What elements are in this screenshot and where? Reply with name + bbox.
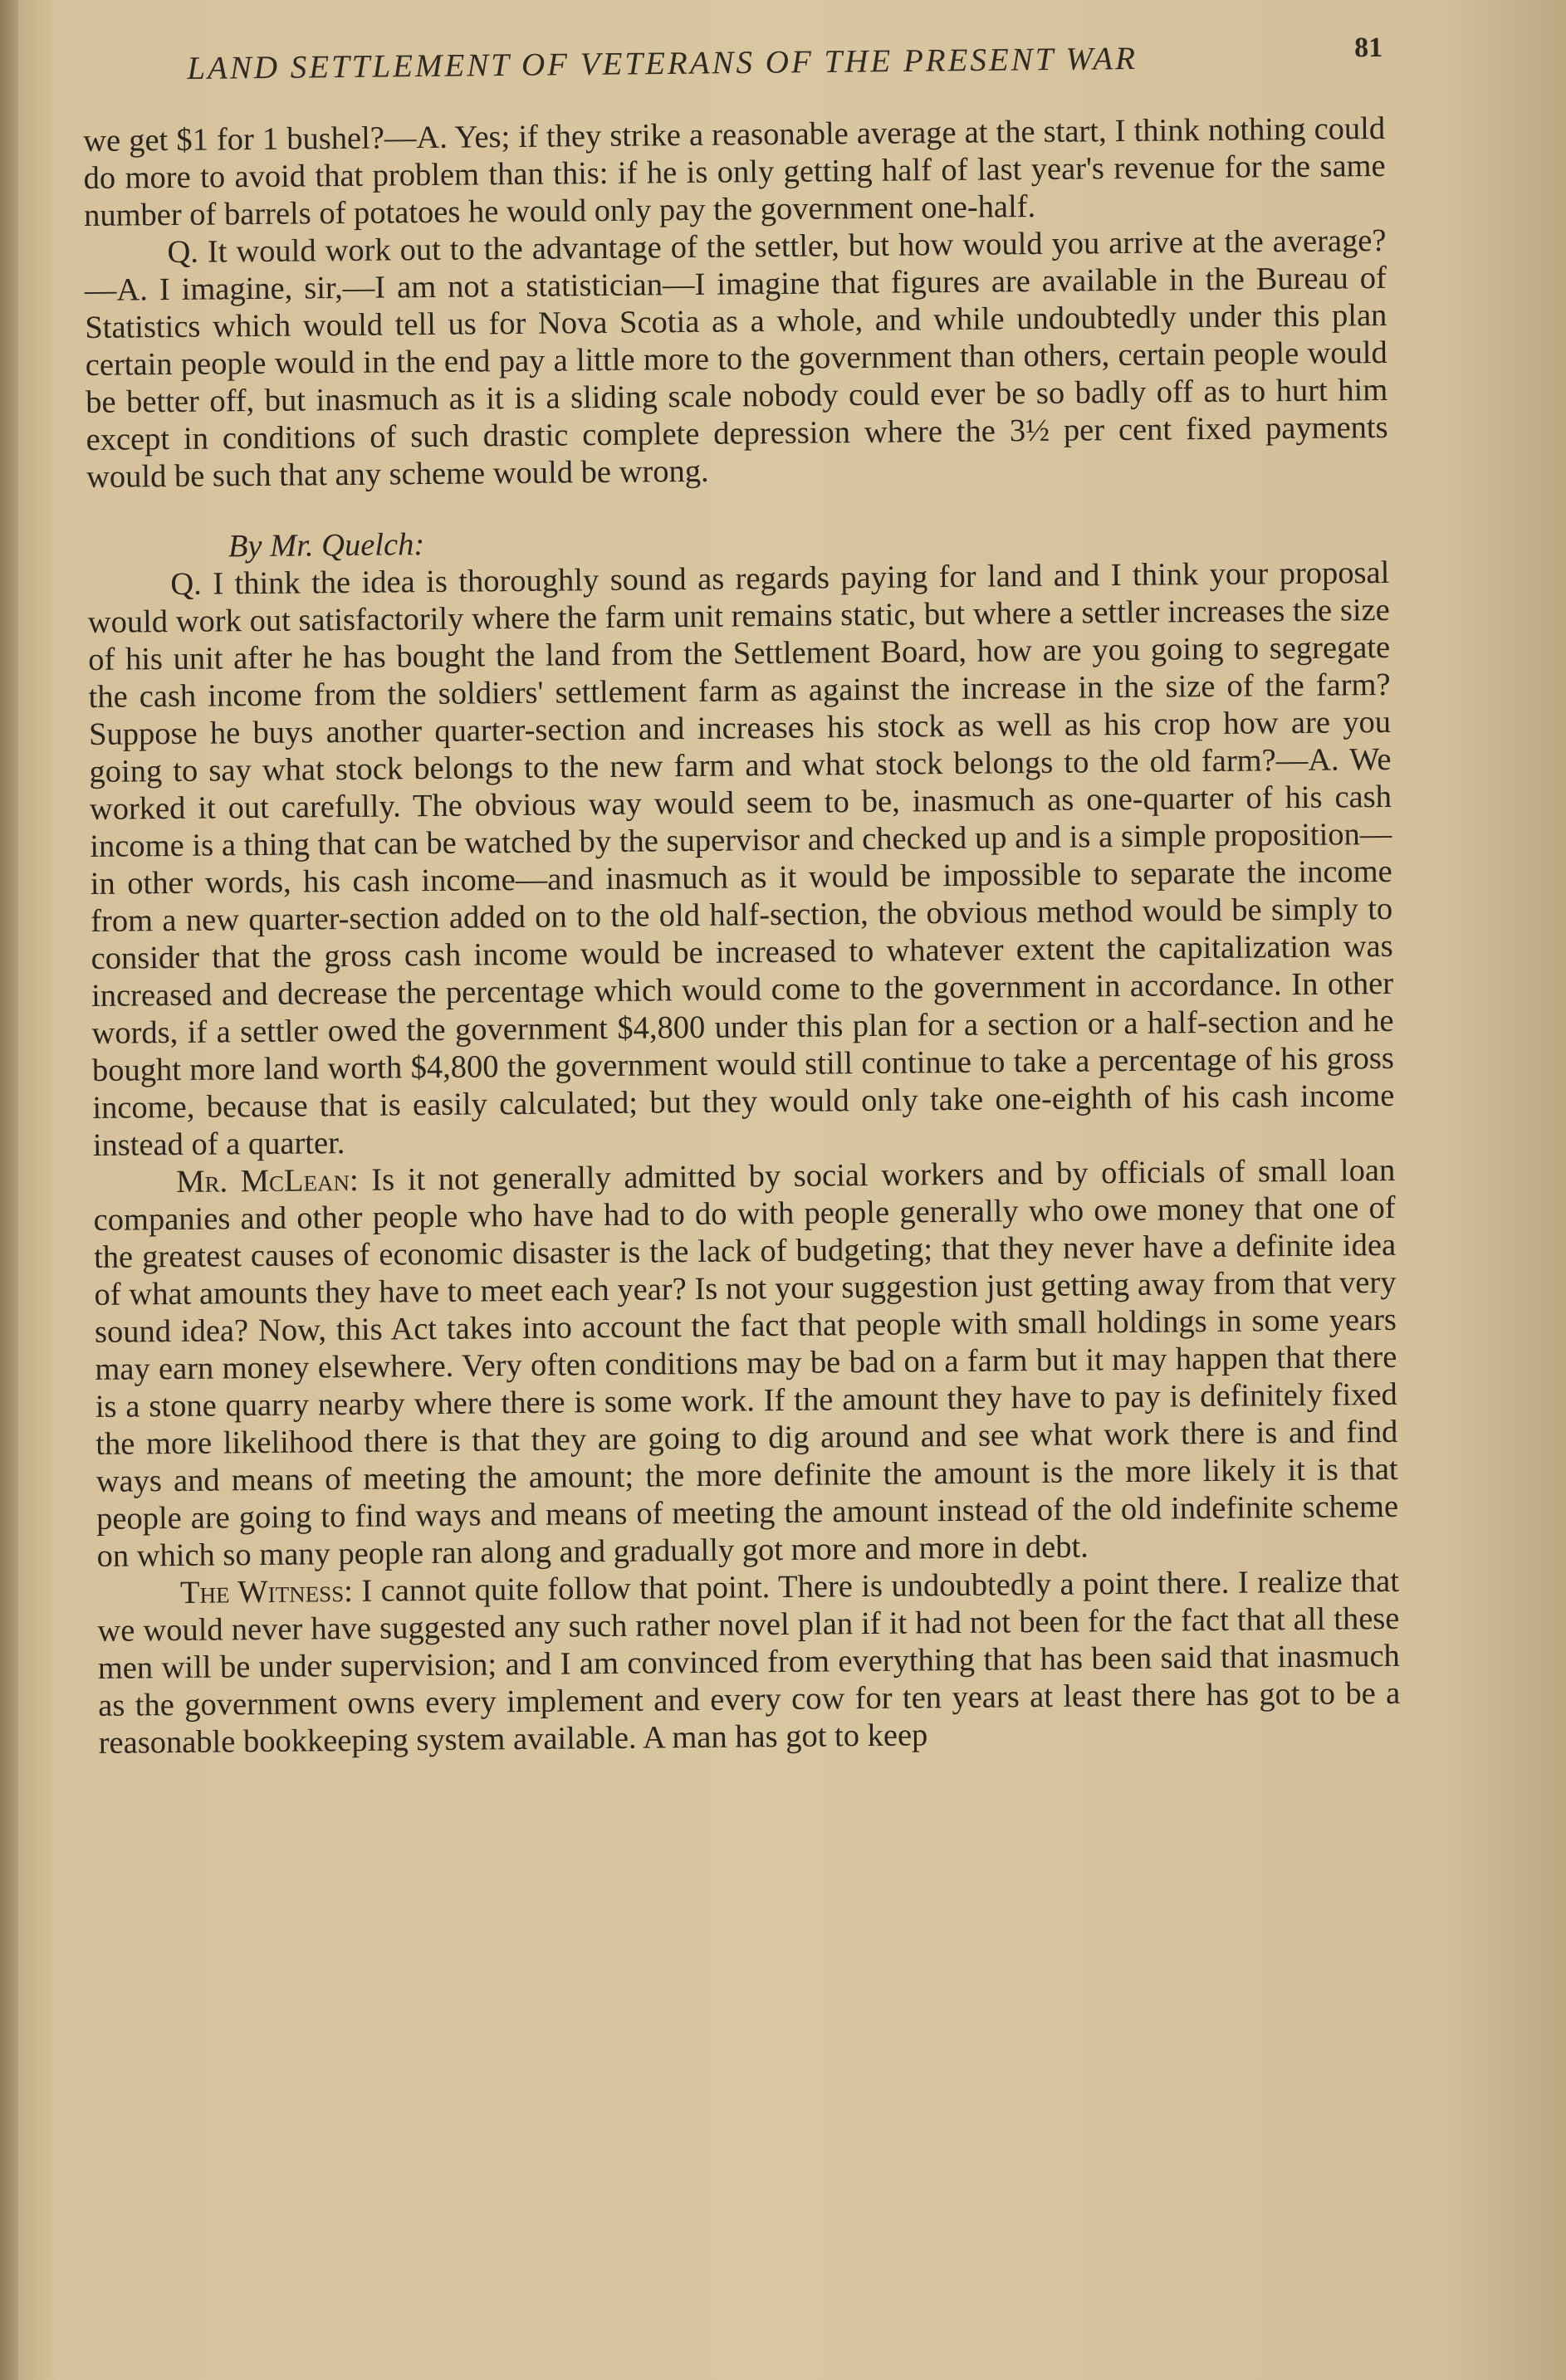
running-title: LAND SETTLEMENT OF VETERANS OF THE PRESENT WAR bbox=[187, 41, 1138, 86]
paragraph-2: Q. It would work out to the advantage of the settler, but how would you arrive at the average?—A. I imagine, sir,—I am not a statistician—I imagine that figures are available in the Bureau of Statistics which would tell us for Nova Scotia as a whole, and while undoubtedly under this plan certain people would in the end pay a little more to the government than others, certain people would be better off, but inasmuch as it is a sliding scale nobody could ever be so badly off as to hurt him except in conditions of such drastic complete depression where the 3½ per cent fixed payments would be such that any scheme would be wrong. bbox=[84, 222, 1388, 495]
body-text bbox=[83, 110, 1401, 1762]
paragraph-1: we get $1 for 1 bushel?—A. Yes; if they strike a reasonable average at the start, I think nothing could do more to avoid that problem than this: if he is only getting half of last year's revenue for the same number of barrels of potatoes he would only pay the government one-half. bbox=[83, 110, 1386, 233]
speaker-mclean: Mr. McLean: bbox=[176, 1162, 359, 1200]
page-number: 81 bbox=[1353, 32, 1383, 64]
paragraph-4 bbox=[93, 1152, 1399, 1576]
paragraph-5 bbox=[97, 1563, 1401, 1762]
paragraph-3: Q. I think the idea is thoroughly sound as regards paying for land and I think your proposal would work out satisfactorily where the farm unit remains static, but where a settler increases the size of his unit after he has bought the land from the Settlement Board, how are you going to segregate the cash income from the soldiers' settlement farm as against the increase in the size of the farm? Suppose he buys another quarter-section and increases his stock as well as his crop how are you going to say what stock belongs to the new farm and what stock belongs to the old farm?—A. We worked it out carefully. The obvious way would seem to be, inasmuch as one-quarter of his cash income is a thing that can be watched by the supervisor and checked up and is a simple proposition—in other words, his cash income—and inasmuch as it would be impossible to separate the income from a new quarter-section added on to the old half-section, the obvious method would be simply to consider that the gross cash income would be increased to whatever extent the capitalization was increased and decrease the percentage which would come to the government in accordance. In other words, if a settler owed the government $4,800 under this plan for a section or a half-section and he bought more land worth $4,800 the government would still continue to take a percentage of his gross income, because that is easily calculated; but they would only take one-eighth of his cash income instead of a quarter. bbox=[87, 555, 1395, 1163]
page-gutter bbox=[0, 0, 18, 2380]
questioner-byline: By Mr. Quelch: bbox=[228, 527, 425, 564]
speaker-witness: The Witness: bbox=[179, 1573, 354, 1610]
paragraph-5-text: I cannot quite follow that point. There is undoubtedly a point there. I realize that we would never have suggested any such rather novel plan if it had not been for the fact that all these men will be under supervision; and I am convinced from everything that has been said that inasmuch as the government owns every implement and every cow for ten years at least there has got to be a reasonable bookkeeping system available. A man has got to keep bbox=[97, 1563, 1401, 1761]
paragraph-4-text: Is it not generally admitted by social workers and by officials of small loan companies and other people who have had to do with people generally who owe money that one of the greatest causes of economic disaster is the lack of budgeting; that they never have a definite idea of what amounts they have to meet each year? Is not your suggestion just getting away from that very sound idea? Now, this Act takes into account the fact that people with small holdings in some years may earn money elsewhere. Very often conditions may be bad on a farm but it may happen that there is a stone quarry nearby where there is some work. If the amount they have to pay is definitely fixed the more likelihood there is that they are going to dig around and see what work there is and find ways and means of meeting the amount; the more definite the amount is the more likely it is that people are going to find ways and means of meeting the amount instead of the old indefinite scheme on which so many people ran along and gradually got more and more in debt. bbox=[93, 1152, 1399, 1574]
page-header bbox=[187, 31, 1383, 93]
